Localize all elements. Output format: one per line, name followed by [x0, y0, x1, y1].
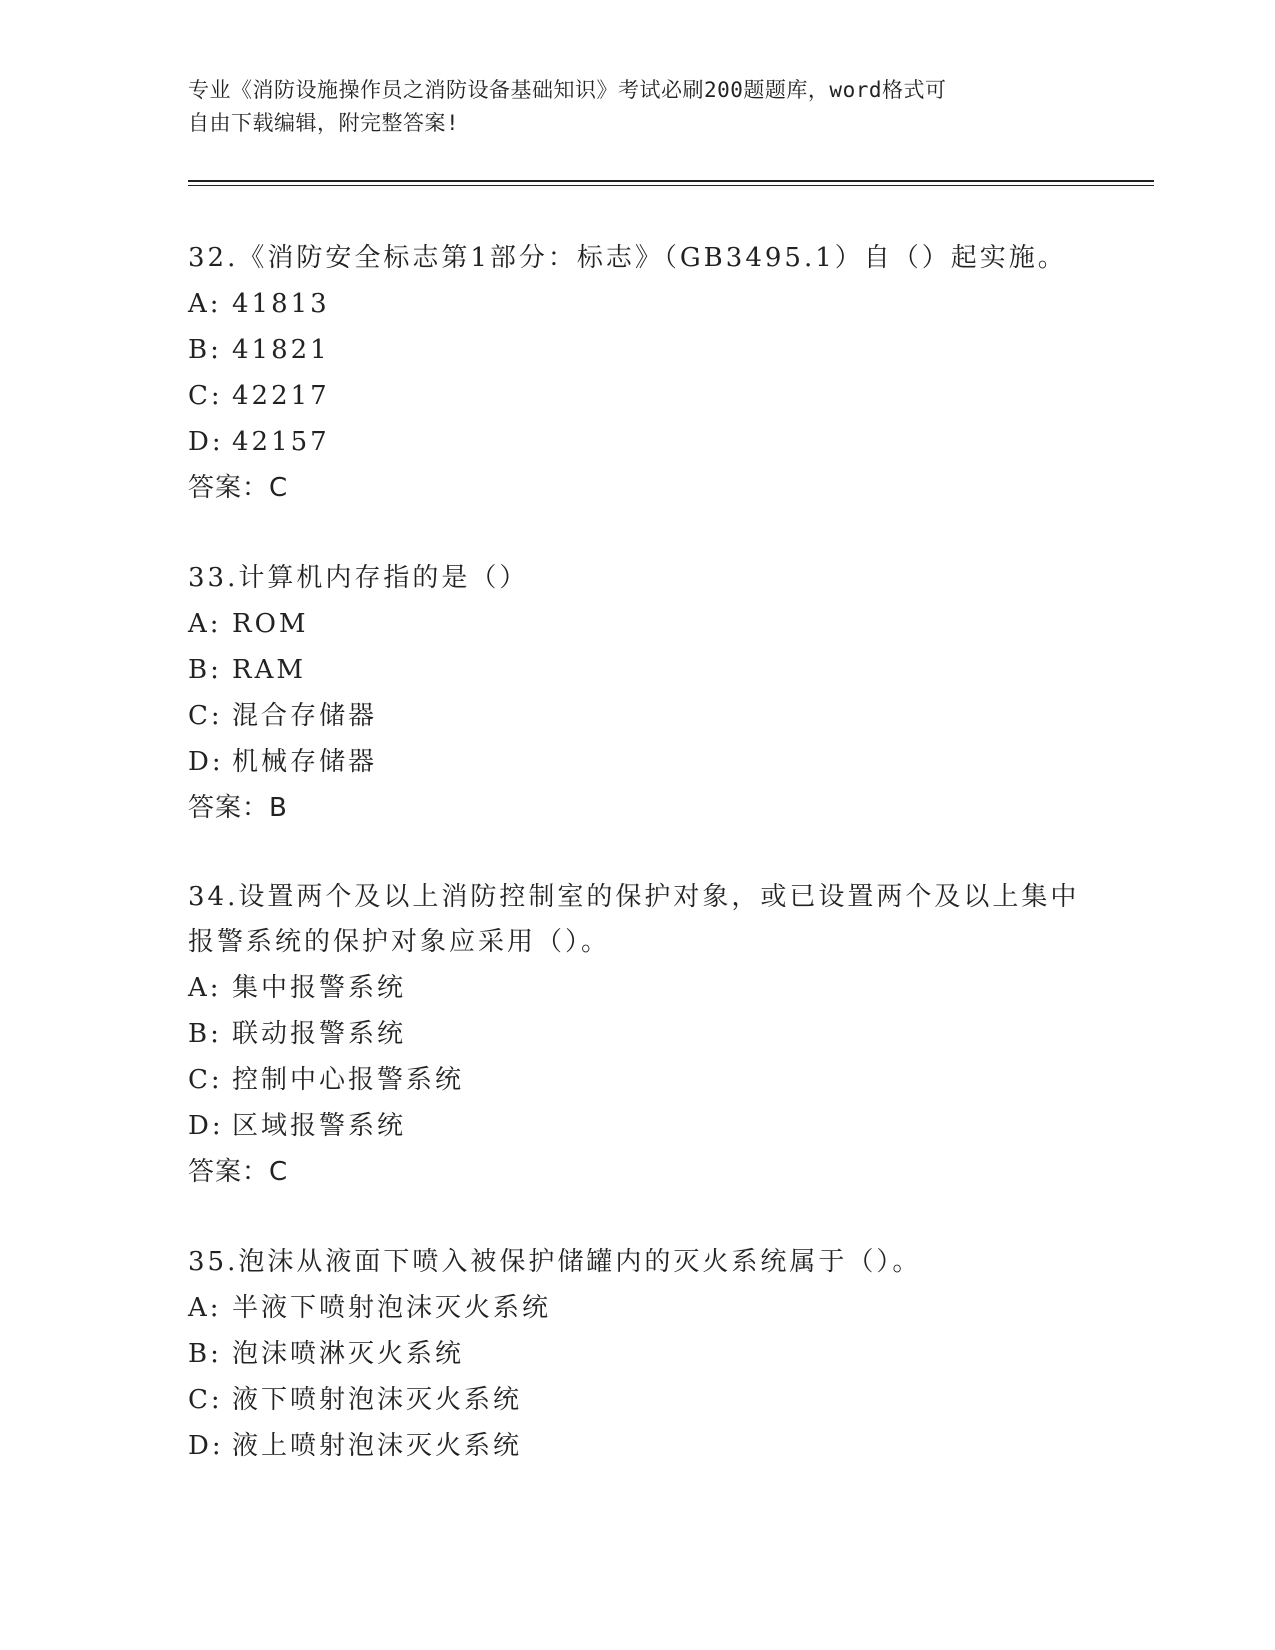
- option-letter: C:: [188, 701, 223, 731]
- option-text: ROM: [232, 609, 309, 639]
- question-stem: [188, 875, 1088, 965]
- option-letter: A:: [188, 973, 222, 1003]
- option-letter: C:: [188, 381, 223, 411]
- option-text: 41813: [232, 289, 330, 319]
- option-text: 半液下喷射泡沫灭火系统: [232, 1293, 552, 1323]
- question-32: [188, 236, 1088, 511]
- answer-line: [188, 465, 1088, 511]
- answer-line: [188, 1149, 1088, 1195]
- answer-value: C: [269, 473, 289, 503]
- option-text: 集中报警系统: [232, 973, 407, 1003]
- option-text: 液上喷射泡沫灭火系统: [232, 1431, 523, 1461]
- option-text: 混合存储器: [232, 701, 378, 731]
- answer-line: [188, 785, 1088, 831]
- option-letter: D:: [188, 747, 224, 777]
- question-33: [188, 556, 1088, 831]
- option-a: [188, 1285, 1088, 1331]
- option-letter: A:: [188, 289, 222, 319]
- option-d: [188, 419, 1088, 465]
- document-header: [188, 74, 1088, 140]
- question-number: 32.: [188, 243, 239, 273]
- option-d: [188, 739, 1088, 785]
- answer-value: B: [269, 793, 288, 823]
- option-text: 42157: [232, 427, 330, 457]
- option-c: [188, 1377, 1088, 1423]
- question-35: [188, 1240, 1088, 1469]
- option-b: [188, 1331, 1088, 1377]
- option-c: [188, 693, 1088, 739]
- option-c: [188, 1057, 1088, 1103]
- option-letter: B:: [188, 1339, 222, 1369]
- question-stem: [188, 1240, 1088, 1285]
- answer-value: C: [269, 1157, 289, 1187]
- option-letter: B:: [188, 335, 222, 365]
- option-text: 控制中心报警系统: [232, 1065, 465, 1095]
- option-letter: A:: [188, 1293, 222, 1323]
- header-line-2: 自由下载编辑，附完整答案!: [188, 111, 460, 135]
- option-d: [188, 1103, 1088, 1149]
- question-number: 35.: [188, 1247, 239, 1277]
- question-text: 计算机内存指的是（）: [238, 563, 529, 593]
- option-a: [188, 281, 1088, 327]
- option-text: RAM: [232, 655, 306, 685]
- option-letter: D:: [188, 1111, 224, 1141]
- question-text: 设置两个及以上消防控制室的保护对象，或已设置两个及以上集中报警系统的保护对象应采用（）。: [188, 882, 1080, 957]
- option-text: 机械存储器: [232, 747, 378, 777]
- option-text: 泡沫喷淋灭火系统: [232, 1339, 465, 1369]
- question-number: 34.: [188, 882, 239, 912]
- question-stem: [188, 236, 1088, 281]
- answer-label: 答案：: [188, 1157, 270, 1187]
- question-number: 33.: [188, 563, 239, 593]
- option-b: [188, 1011, 1088, 1057]
- answer-label: 答案：: [188, 793, 270, 823]
- header-divider-thin: [188, 185, 1154, 186]
- option-letter: C:: [188, 1065, 223, 1095]
- option-text: 区域报警系统: [232, 1111, 407, 1141]
- question-text: 泡沫从液面下喷入被保护储罐内的灭火系统属于（）。: [238, 1247, 922, 1277]
- option-text: 液下喷射泡沫灭火系统: [232, 1385, 523, 1415]
- option-c: [188, 373, 1088, 419]
- answer-label: 答案：: [188, 473, 270, 503]
- header-line-1: 专业《消防设施操作员之消防设备基础知识》考试必刷200题题库，word格式可: [188, 78, 947, 102]
- option-d: [188, 1423, 1088, 1469]
- option-letter: D:: [188, 1431, 224, 1461]
- option-letter: A:: [188, 609, 222, 639]
- option-text: 42217: [232, 381, 330, 411]
- option-b: [188, 327, 1088, 373]
- option-b: [188, 647, 1088, 693]
- question-34: [188, 875, 1088, 1195]
- option-text: 41821: [232, 335, 330, 365]
- header-divider-thick: [188, 180, 1154, 182]
- option-letter: B:: [188, 1019, 222, 1049]
- option-letter: D:: [188, 427, 224, 457]
- option-text: 联动报警系统: [232, 1019, 407, 1049]
- question-stem: [188, 556, 1088, 601]
- option-letter: B:: [188, 655, 222, 685]
- option-letter: C:: [188, 1385, 223, 1415]
- option-a: [188, 601, 1088, 647]
- option-a: [188, 965, 1088, 1011]
- question-text: 《消防安全标志第1部分：标志》（GB3495.1）自（）起实施。: [238, 243, 1067, 273]
